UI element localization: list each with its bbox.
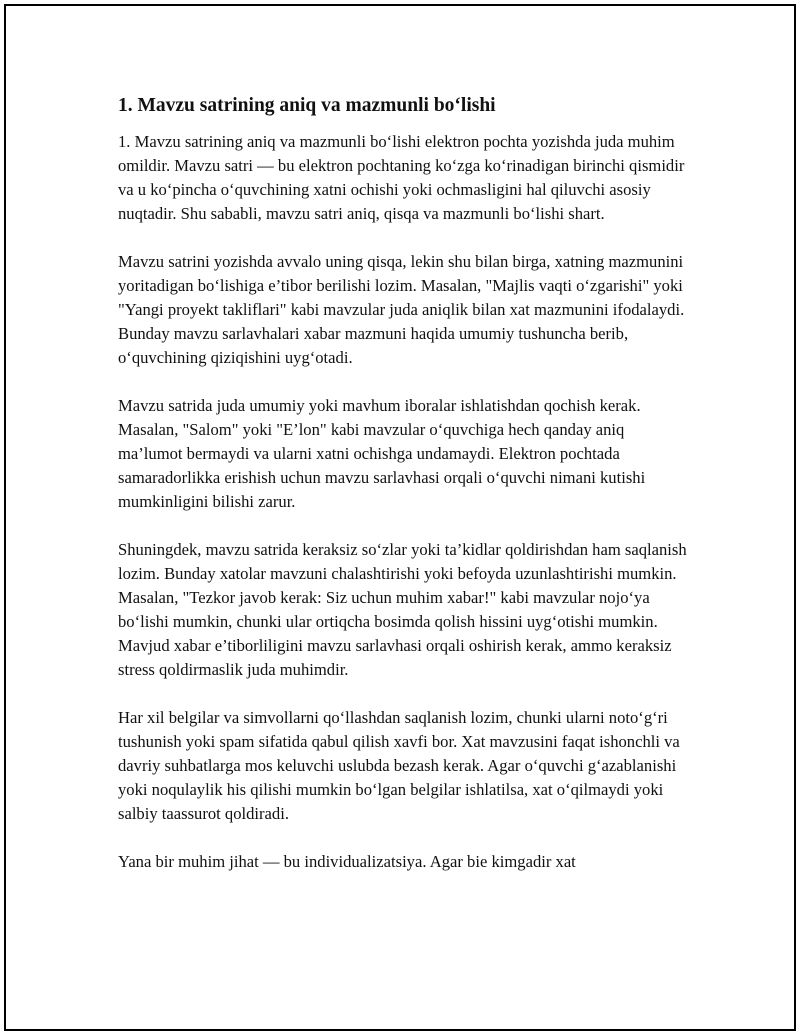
- paragraph-1: 1. Mavzu satrining aniq va mazmunli bo‘lishi elektron pochta yozishda juda muhim omildir. Mavzu satri — bu elektron pochtaning ko‘zga ko‘rinadigan birinchi qismidir va u ko‘pincha o‘quvchining xatni ochishi yoki ochmasligini hal qiluvchi asosiy nuqtadir. Shu sababli, mavzu satri aniq, qisqa va mazmunli bo‘lishi shart.: [118, 132, 685, 223]
- paragraph-5: Har xil belgilar va simvollarni qo‘llashdan saqlanish lozim, chunki ularni noto‘g‘ri tushunish yoki spam sifatida qabul qilish xavfi bor. Xat mavzusini faqat ishonchli va davriy suhbatlarga mos keluvchi uslubda bezash kerak. Agar o‘quvchi g‘azablanishi yoki noqulaylik his qilishi mumkin bo‘lgan belgilar ishlatilsa, xat o‘qilmaydi yoki salbiy taassurot qoldiradi.: [118, 708, 680, 823]
- paragraph-6: Yana bir muhim jihat — bu individualizatsiya. Agar bie kimgadir xat: [118, 852, 576, 871]
- document-heading: 1. Mavzu satrining aniq va mazmunli bo‘lishi: [118, 95, 496, 116]
- document-body: [118, 92, 688, 898]
- paragraph-3: Mavzu satrida juda umumiy yoki mavhum iboralar ishlatishdan qochish kerak. Masalan, "Salom" yoki "E’lon" kabi mavzular o‘quvchiga hech qanday aniq ma’lumot bermaydi va ularni xatni ochishga undamaydi. Elektron pochtada samaradorlikka erishish uchun mavzu sarlavhasi orqali o‘quvchi nimani kutishi mumkinligini bilishi zarur.: [118, 396, 646, 511]
- paragraph-4: Shuningdek, mavzu satrida keraksiz so‘zlar yoki ta’kidlar qoldirishdan ham saqlanish lozim. Bunday xatolar mavzuni chalashtirishi yoki befoyda uzunlashtirishi mumkin. Masalan, "Tezkor javob kerak: Siz uchun muhim xabar!" kabi mavzular nojo‘ya bo‘lishi mumkin, chunki ular ortiqcha bosimda qolish hissini uyg‘otishi mumkin. Mavjud xabar e’tiborliligini mavzu sarlavhasi orqali oshirish kerak, ammo keraksiz stress qoldirmaslik juda muhimdir.: [118, 540, 687, 679]
- paragraph-2: Mavzu satrini yozishda avvalo uning qisqa, lekin shu bilan birga, xatning mazmunini yoritadigan bo‘lishiga e’tibor berilishi lozim. Masalan, "Majlis vaqti o‘zgarishi" yoki "Yangi proyekt takliflari" kabi mavzular juda aniqlik bilan xat mazmunini ifodalaydi. Bunday mavzu sarlavhalari xabar mazmuni haqida umumiy tushuncha berib, o‘quvchining qiziqishini uyg‘otadi.: [118, 252, 685, 367]
